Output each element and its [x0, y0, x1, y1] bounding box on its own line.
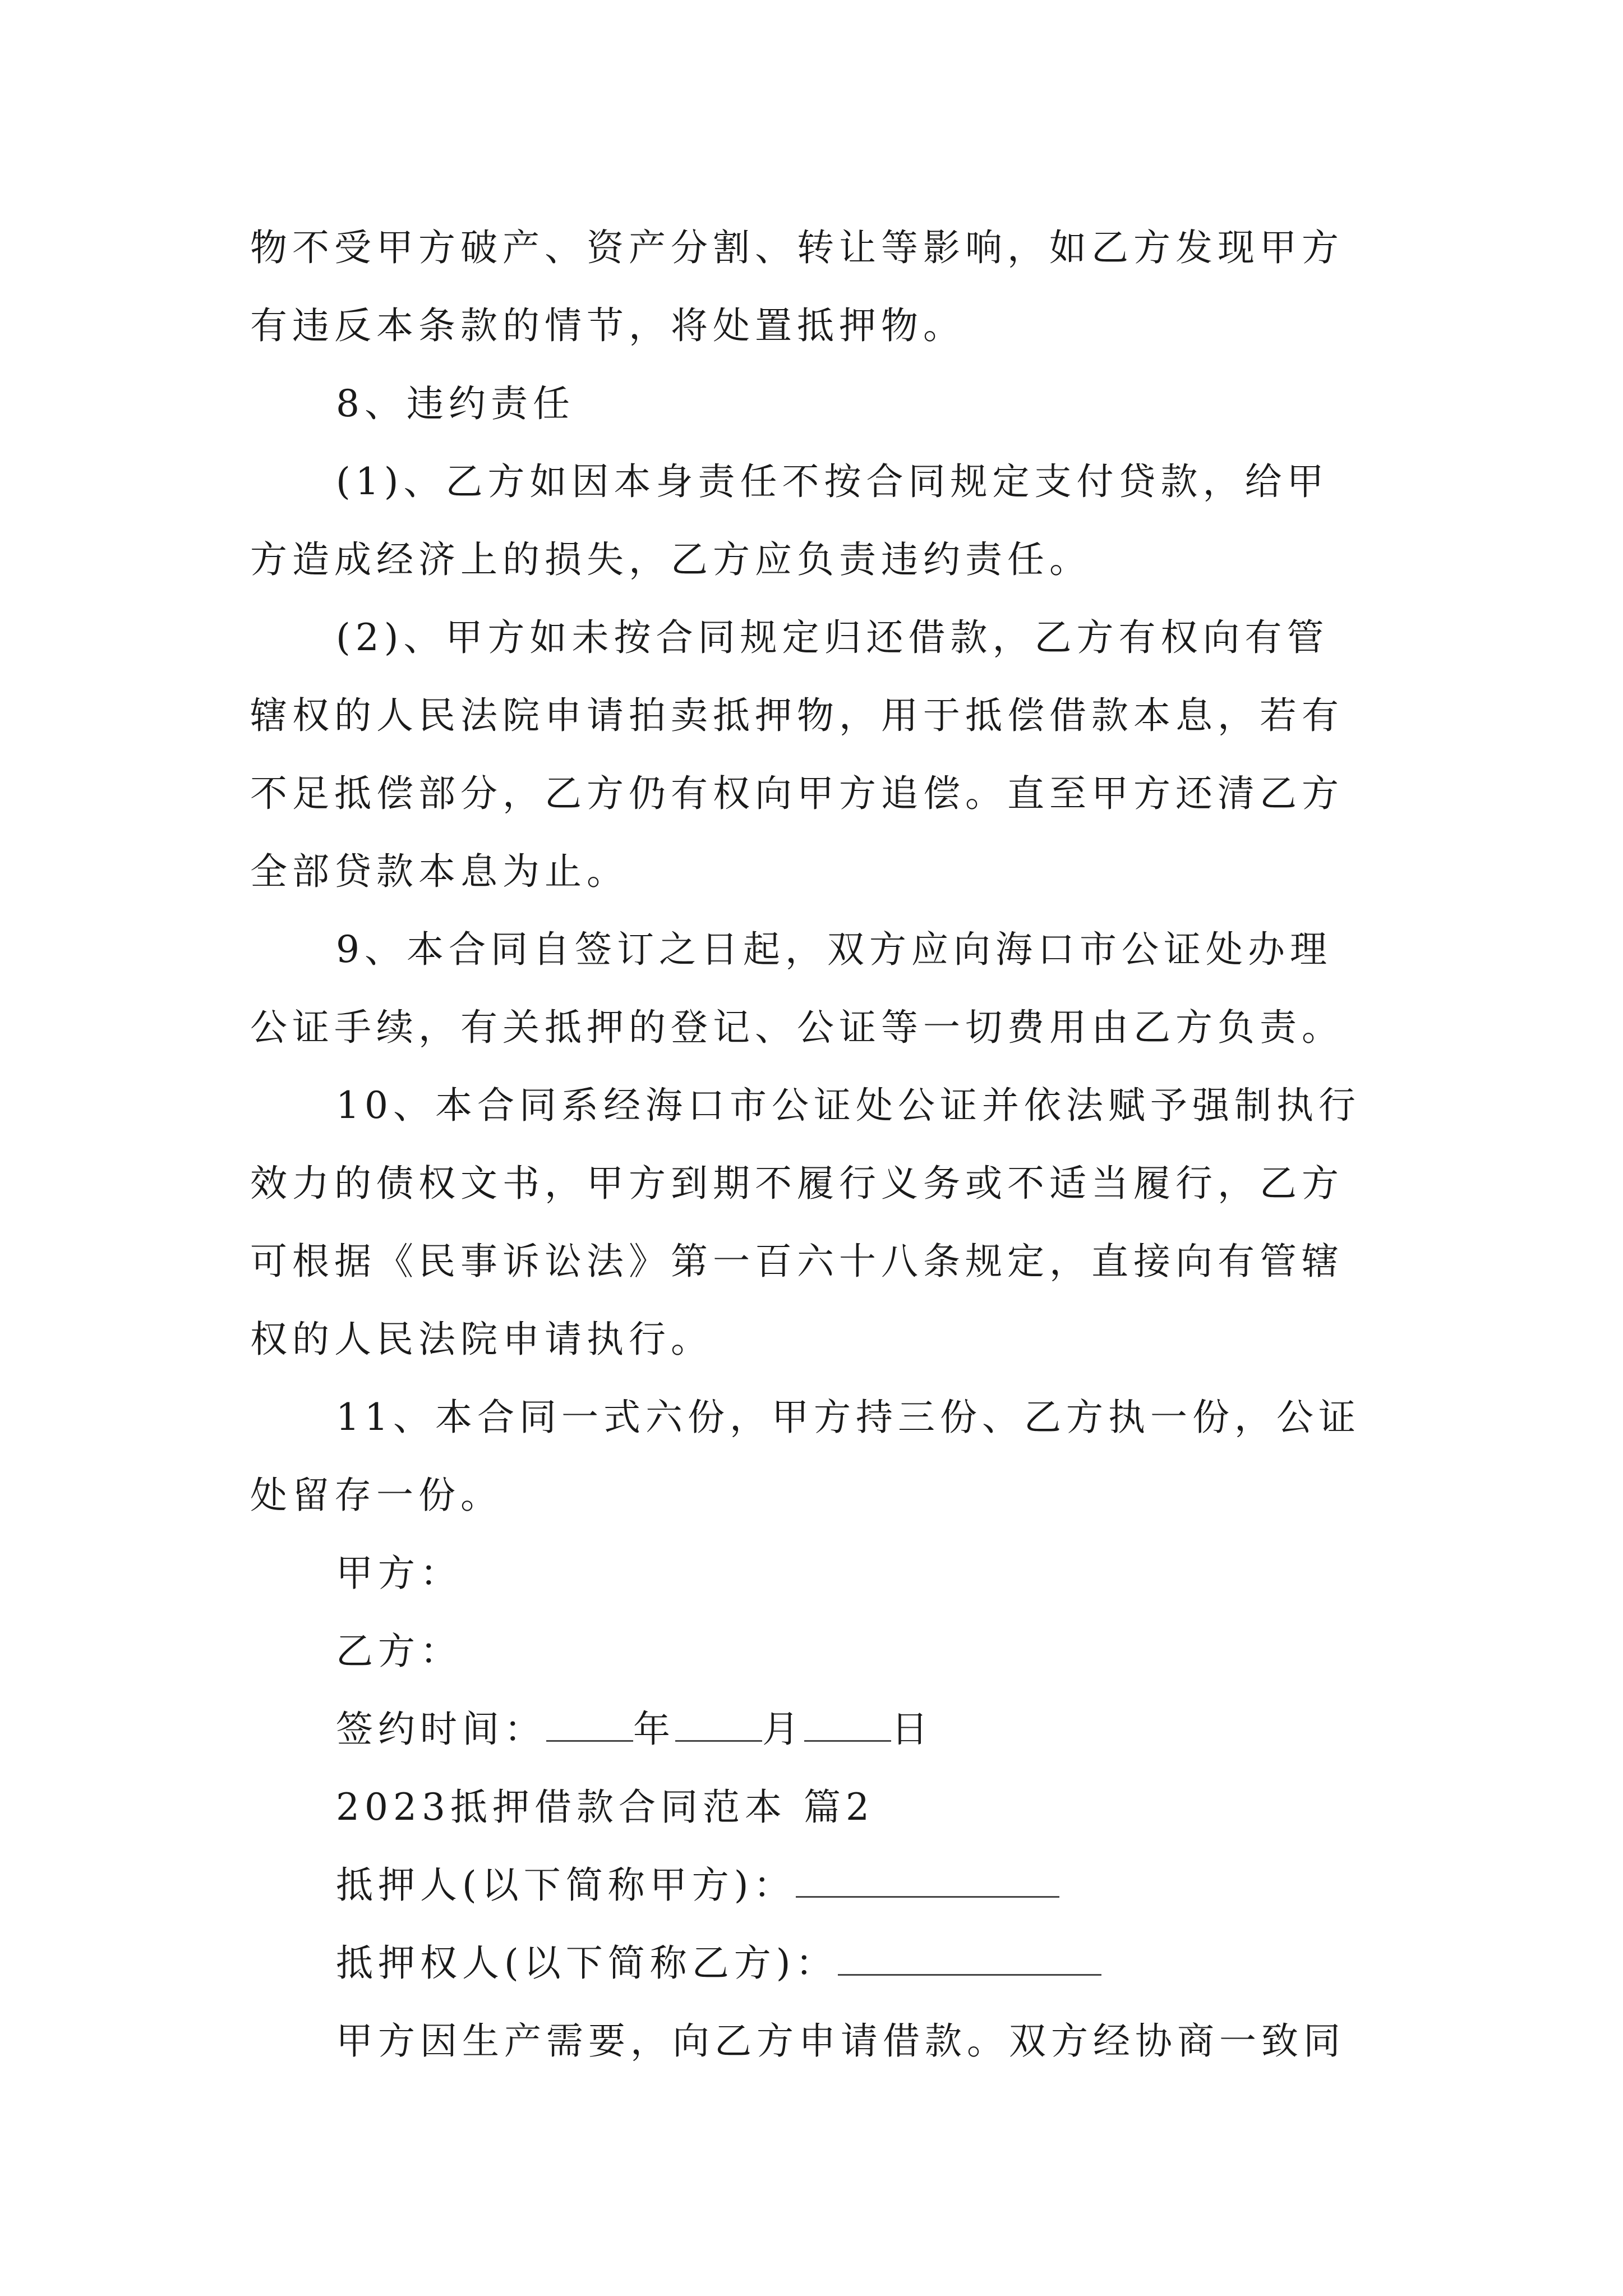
paragraph-line: 辖权的人民法院申请拍卖抵押物，用于抵偿借款本息，若有: [250, 694, 1344, 737]
day-label: 日: [891, 1708, 933, 1751]
sign-date-label: 签约时间：: [336, 1708, 546, 1751]
mortgagee-line: [250, 1924, 1394, 2002]
paragraph-line: 不足抵偿部分，乙方仍有权向甲方追偿。直至甲方还清乙方: [250, 772, 1344, 815]
paragraph-line: 处留存一份。: [250, 1474, 502, 1517]
paragraph-line: 9、本合同自签订之日起，双方应向海口市公证处办理: [336, 928, 1332, 971]
paragraph-line: 权的人民法院申请执行。: [250, 1318, 713, 1361]
paragraph-line: (1)、乙方如因本身责任不按合同规定支付贷款，给甲: [336, 460, 1329, 503]
paragraph-line: 方造成经济上的损失，乙方应负责违约责任。: [250, 538, 1091, 581]
day-blank: [804, 1708, 891, 1742]
mortgagor-label: 抵押人(以下简称甲方)：: [336, 1864, 796, 1907]
mortgagor-line: [250, 1846, 1394, 1924]
closing-paragraph-line: 甲方因生产需要，向乙方申请借款。双方经协商一致同: [336, 2019, 1345, 2063]
month-label: 月: [762, 1708, 804, 1751]
paragraph-line: 11、本合同一式六份，甲方持三份、乙方执一份，公证: [336, 1396, 1361, 1439]
paragraph-line: 全部贷款本息为止。: [250, 850, 629, 893]
section-title: 2023抵押借款合同范本 篇2: [336, 1786, 874, 1829]
mortgagee-blank: [838, 1941, 1101, 1976]
year-blank: [546, 1708, 633, 1742]
month-blank: [675, 1708, 762, 1742]
paragraph-line: (2)、甲方如未按合同规定归还借款，乙方有权向有管: [336, 616, 1329, 659]
paragraph-line: 可根据《民事诉讼法》第一百六十八条规定，直接向有管辖: [250, 1240, 1344, 1283]
party-b-signature-line: 乙方：: [336, 1630, 462, 1673]
paragraph-line: 有违反本条款的情节，将处置抵押物。: [250, 304, 965, 347]
sign-date-line: [250, 1690, 1394, 1768]
party-a-signature-line: 甲方：: [336, 1552, 462, 1595]
paragraph-line: 公证手续，有关抵押的登记、公证等一切费用由乙方负责。: [250, 1006, 1344, 1049]
year-label: 年: [633, 1708, 675, 1751]
paragraph-line: 10、本合同系经海口市公证处公证并依法赋予强制执行: [336, 1084, 1361, 1127]
paragraph-line: 效力的债权文书，甲方到期不履行义务或不适当履行，乙方: [250, 1162, 1344, 1205]
paragraph-line: 8、违约责任: [336, 382, 575, 425]
document-body: [250, 209, 1394, 2080]
paragraph-line: 物不受甲方破产、资产分割、转让等影响，如乙方发现甲方: [250, 226, 1344, 269]
mortgagor-blank: [796, 1864, 1059, 1898]
mortgagee-label: 抵押权人(以下简称乙方)：: [336, 1941, 838, 1985]
